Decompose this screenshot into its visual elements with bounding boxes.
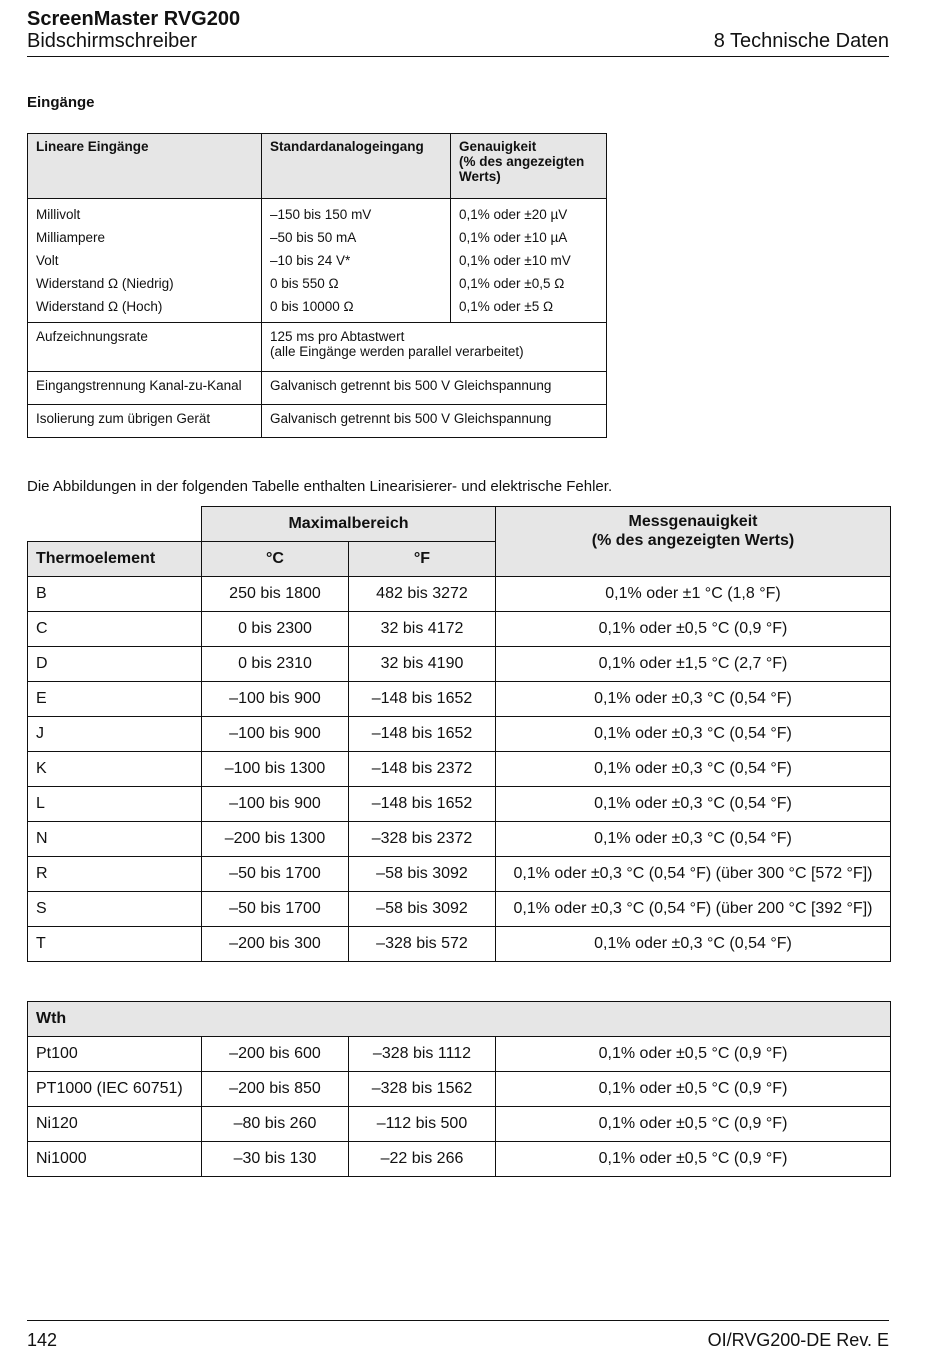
thermo-type: B: [28, 577, 202, 612]
accuracy: 0,1% oder ±0,3 °C (0,54 °F) (über 300 °C [572 °F]): [496, 857, 891, 892]
page-header: [27, 6, 889, 57]
isolation-device-label: Isolierung zum übrigen Gerät: [28, 405, 262, 438]
accuracy: 0,1% oder ±0,3 °C (0,54 °F): [496, 927, 891, 962]
linear-input-accuracies: [451, 199, 607, 323]
linear-input-accuracy: 0,1% oder ±0,5 Ω: [459, 276, 565, 291]
thermo-type: E: [28, 682, 202, 717]
header-thermocouple: Thermoelement: [28, 542, 202, 577]
range-fahrenheit: –148 bis 1652: [349, 682, 496, 717]
header-max-range: Maximalbereich: [202, 507, 496, 542]
page-footer: [27, 1320, 889, 1350]
range-celsius: –80 bis 260: [202, 1107, 349, 1142]
accuracy: 0,1% oder ±0,3 °C (0,54 °F): [496, 787, 891, 822]
table-row: [28, 1072, 891, 1107]
header-fahrenheit: °F: [349, 542, 496, 577]
range-fahrenheit: –148 bis 2372: [349, 752, 496, 787]
rtd-type: Ni1000: [28, 1142, 202, 1177]
range-celsius: –100 bis 900: [202, 717, 349, 752]
header-standard-input: Standardanalogeingang: [262, 134, 451, 199]
table-row: [28, 1142, 891, 1177]
range-fahrenheit: –22 bis 266: [349, 1142, 496, 1177]
linear-input-accuracy: 0,1% oder ±5 Ω: [459, 299, 554, 314]
thermo-type: L: [28, 787, 202, 822]
thermo-type: S: [28, 892, 202, 927]
rtd-header-row: [28, 1002, 891, 1037]
range-fahrenheit: 32 bis 4172: [349, 612, 496, 647]
table-row: [28, 927, 891, 962]
product-title: ScreenMaster RVG200: [27, 8, 241, 30]
thermo-type: J: [28, 717, 202, 752]
accuracy: 0,1% oder ±0,3 °C (0,54 °F): [496, 682, 891, 717]
range-fahrenheit: –58 bis 3092: [349, 892, 496, 927]
accuracy: 0,1% oder ±0,3 °C (0,54 °F) (über 200 °C [392 °F]): [496, 892, 891, 927]
accuracy: 0,1% oder ±0,5 °C (0,9 °F): [496, 1142, 891, 1177]
table-row: [28, 1107, 891, 1142]
header-celsius: °C: [202, 542, 349, 577]
sample-rate-label: Aufzeichnungsrate: [28, 323, 262, 372]
inputs-header-row: [28, 134, 607, 199]
range-celsius: –30 bis 130: [202, 1142, 349, 1177]
inputs-table: [27, 133, 607, 438]
table-row: [28, 857, 891, 892]
range-celsius: –100 bis 1300: [202, 752, 349, 787]
linear-input-names: [28, 199, 262, 323]
product-subtitle: Bidschirmschreiber: [27, 30, 198, 52]
range-celsius: –100 bis 900: [202, 682, 349, 717]
table-row: [28, 892, 891, 927]
accuracy: 0,1% oder ±1 °C (1,8 °F): [496, 577, 891, 612]
linear-input-accuracy: 0,1% oder ±10 µA: [459, 230, 568, 245]
table-row: [28, 647, 891, 682]
linear-input-name: Volt: [36, 253, 59, 268]
sample-rate-value: 125 ms pro Abtastwert (alle Eingänge werden parallel verarbeitet): [262, 323, 607, 372]
linear-input-name: Widerstand Ω (Hoch): [36, 299, 163, 314]
range-fahrenheit: –328 bis 1562: [349, 1072, 496, 1107]
linear-input-accuracy: 0,1% oder ±20 µV: [459, 207, 568, 222]
range-fahrenheit: –112 bis 500: [349, 1107, 496, 1142]
range-celsius: 0 bis 2300: [202, 612, 349, 647]
isolation-channel-value: Galvanisch getrennt bis 500 V Gleichspannung: [262, 372, 607, 405]
range-celsius: 250 bis 1800: [202, 577, 349, 612]
range-celsius: –100 bis 900: [202, 787, 349, 822]
header-measurement-accuracy: Messgenauigkeit (% des angezeigten Werts): [496, 507, 891, 577]
header-accuracy: Genauigkeit (% des angezeigten Werts): [451, 134, 607, 199]
range-celsius: –200 bis 1300: [202, 822, 349, 857]
thermo-header-row-1: [28, 507, 891, 542]
range-fahrenheit: 482 bis 3272: [349, 577, 496, 612]
rtd-type: Ni120: [28, 1107, 202, 1142]
isolation-channel-label: Eingangstrennung Kanal-zu-Kanal: [28, 372, 262, 405]
isolation-device-row: [28, 405, 607, 438]
range-fahrenheit: –328 bis 2372: [349, 822, 496, 857]
header-linear-inputs: Lineare Eingänge: [28, 134, 262, 199]
intro-text: Die Abbildungen in der folgenden Tabelle enthalten Linearisierer- und elektrische Fehler.: [27, 478, 613, 495]
linear-input-range: –10 bis 24 V*: [270, 253, 351, 268]
accuracy: 0,1% oder ±0,5 °C (0,9 °F): [496, 612, 891, 647]
thermocouple-table: [27, 506, 891, 962]
accuracy: 0,1% oder ±0,5 °C (0,9 °F): [496, 1072, 891, 1107]
chapter-title: 8 Technische Daten: [713, 30, 889, 52]
page-number: 142: [27, 1330, 58, 1350]
rtd-table: [27, 1001, 891, 1177]
thermo-type: R: [28, 857, 202, 892]
range-celsius: –50 bis 1700: [202, 892, 349, 927]
table-row: [28, 682, 891, 717]
range-celsius: –200 bis 300: [202, 927, 349, 962]
accuracy: 0,1% oder ±0,5 °C (0,9 °F): [496, 1037, 891, 1072]
range-fahrenheit: –58 bis 3092: [349, 857, 496, 892]
blank-header-cell: [28, 507, 202, 542]
accuracy: 0,1% oder ±0,3 °C (0,54 °F): [496, 822, 891, 857]
document-id: OI/RVG200-DE Rev. E: [707, 1330, 889, 1350]
linear-input-range: 0 bis 550 Ω: [270, 276, 339, 291]
accuracy: 0,1% oder ±0,3 °C (0,54 °F): [496, 717, 891, 752]
header-rtd: Wth: [28, 1002, 891, 1037]
range-celsius: –200 bis 600: [202, 1037, 349, 1072]
table-row: [28, 822, 891, 857]
linear-inputs-row: [28, 199, 607, 323]
thermo-type: C: [28, 612, 202, 647]
range-fahrenheit: –328 bis 1112: [349, 1037, 496, 1072]
rtd-type: PT1000 (IEC 60751): [28, 1072, 202, 1107]
thermo-type: T: [28, 927, 202, 962]
accuracy: 0,1% oder ±0,3 °C (0,54 °F): [496, 752, 891, 787]
linear-input-name: Widerstand Ω (Niedrig): [36, 276, 174, 291]
table-row: [28, 1037, 891, 1072]
range-fahrenheit: 32 bis 4190: [349, 647, 496, 682]
sample-rate-row: [28, 323, 607, 372]
accuracy: 0,1% oder ±0,5 °C (0,9 °F): [496, 1107, 891, 1142]
accuracy: 0,1% oder ±1,5 °C (2,7 °F): [496, 647, 891, 682]
linear-input-range: 0 bis 10000 Ω: [270, 299, 354, 314]
thermo-type: D: [28, 647, 202, 682]
linear-input-name: Milliampere: [36, 230, 106, 245]
table-row: [28, 717, 891, 752]
table-row: [28, 752, 891, 787]
range-celsius: 0 bis 2310: [202, 647, 349, 682]
table-row: [28, 787, 891, 822]
linear-input-accuracy: 0,1% oder ±10 mV: [459, 253, 571, 268]
rtd-type: Pt100: [28, 1037, 202, 1072]
isolation-device-value: Galvanisch getrennt bis 500 V Gleichspannung: [262, 405, 607, 438]
range-fahrenheit: –148 bis 1652: [349, 787, 496, 822]
range-celsius: –200 bis 850: [202, 1072, 349, 1107]
linear-input-range: –150 bis 150 mV: [270, 207, 372, 222]
thermo-type: K: [28, 752, 202, 787]
isolation-channel-row: [28, 372, 607, 405]
thermo-type: N: [28, 822, 202, 857]
table-row: [28, 612, 891, 647]
range-fahrenheit: –148 bis 1652: [349, 717, 496, 752]
range-fahrenheit: –328 bis 572: [349, 927, 496, 962]
range-celsius: –50 bis 1700: [202, 857, 349, 892]
table-row: [28, 577, 891, 612]
section-title: Eingänge: [27, 94, 95, 111]
linear-input-range: –50 bis 50 mA: [270, 230, 357, 245]
linear-input-name: Millivolt: [36, 207, 81, 222]
linear-input-ranges: [262, 199, 451, 323]
